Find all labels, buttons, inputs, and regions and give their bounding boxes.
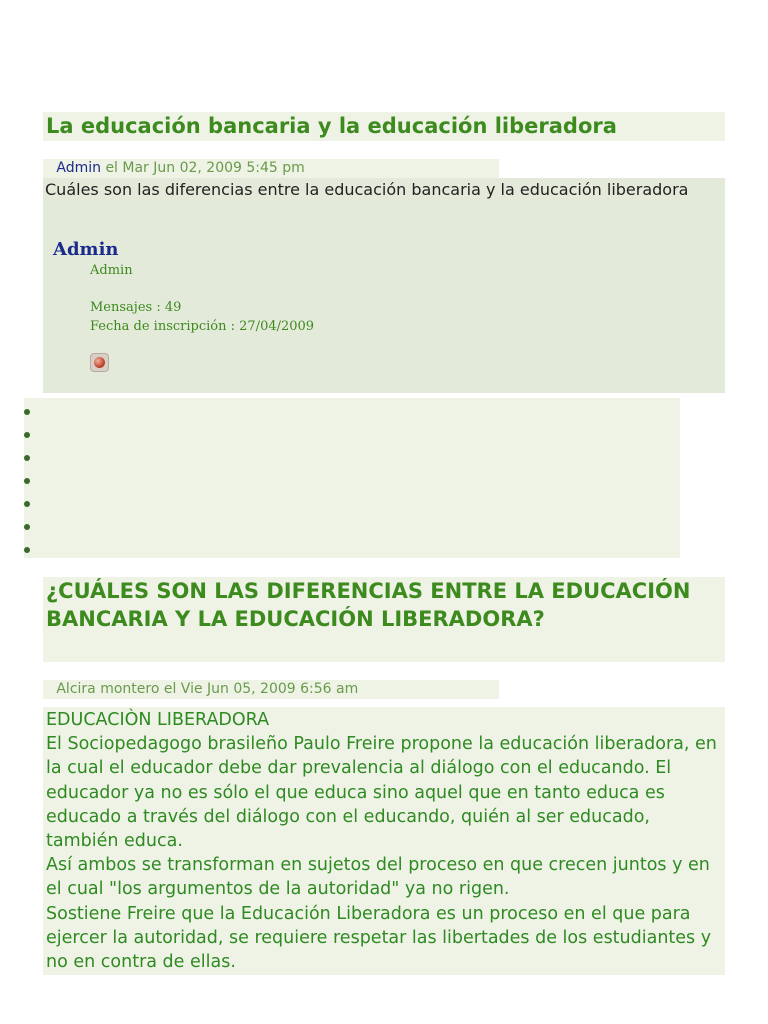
post-author-date: Alcira montero el Vie Jun 05, 2009 6:56 am xyxy=(56,681,359,697)
profile-joined: Fecha de inscripción : 27/04/2009 xyxy=(90,319,315,334)
topic-title: La educación bancaria y la educación liberadora xyxy=(46,114,617,138)
post-body-text: Cuáles son las diferencias entre la educación bancaria y la educación liberadora xyxy=(45,180,689,199)
list-item-bullet xyxy=(24,524,30,530)
profile-name-link[interactable]: Admin xyxy=(53,239,119,260)
topic-title-bar xyxy=(43,112,725,141)
list-item-bullet xyxy=(24,455,30,461)
post-paragraph: El Sociopedagogo brasileño Paulo Freire propone la educación liberadora, en la cual el educador debe dar prevalencia al diálogo con el educando. El educador ya no es sólo el que educa sino aquel que en tanto educa es educado a través del diálogo con el educando, quién al ser educado, también educa. xyxy=(46,734,717,852)
profile-rank: Admin xyxy=(90,263,133,278)
post-body-panel xyxy=(43,178,725,393)
post-meta xyxy=(43,680,499,699)
list-item-bullet xyxy=(24,501,30,507)
list-item-bullet xyxy=(24,432,30,438)
post-paragraph: Así ambos se transforman en sujetos del proceso en que crecen juntos y en el cual "los argumentos de la autoridad" ya no rigen. xyxy=(46,855,710,900)
post-heading: ¿CUÁLES SON LAS DIFERENCIAS ENTRE LA EDUCACIÓN BANCARIA Y LA EDUCACIÓN LIBERADORA? xyxy=(46,579,691,631)
list-item-bullet xyxy=(24,547,30,553)
avatar-icon[interactable] xyxy=(90,353,109,372)
post-author-link[interactable]: Admin xyxy=(56,160,101,176)
post-subtitle: EDUCACIÒN LIBERADORA xyxy=(46,710,270,730)
list-item-bullet xyxy=(24,409,30,415)
post-meta xyxy=(43,159,499,178)
post-date: el Mar Jun 02, 2009 5:45 pm xyxy=(105,160,305,176)
profile-messages: Mensajes : 49 xyxy=(90,300,182,315)
list-item-bullet xyxy=(24,478,30,484)
empty-list-panel xyxy=(24,398,680,558)
post-body-text xyxy=(46,708,722,974)
post-paragraph: Sostiene Freire que la Educación Liberadora es un proceso en el que para ejercer la autoridad, se requiere respetar las libertades de los estudiantes y no en contra de ellas. xyxy=(46,903,712,973)
